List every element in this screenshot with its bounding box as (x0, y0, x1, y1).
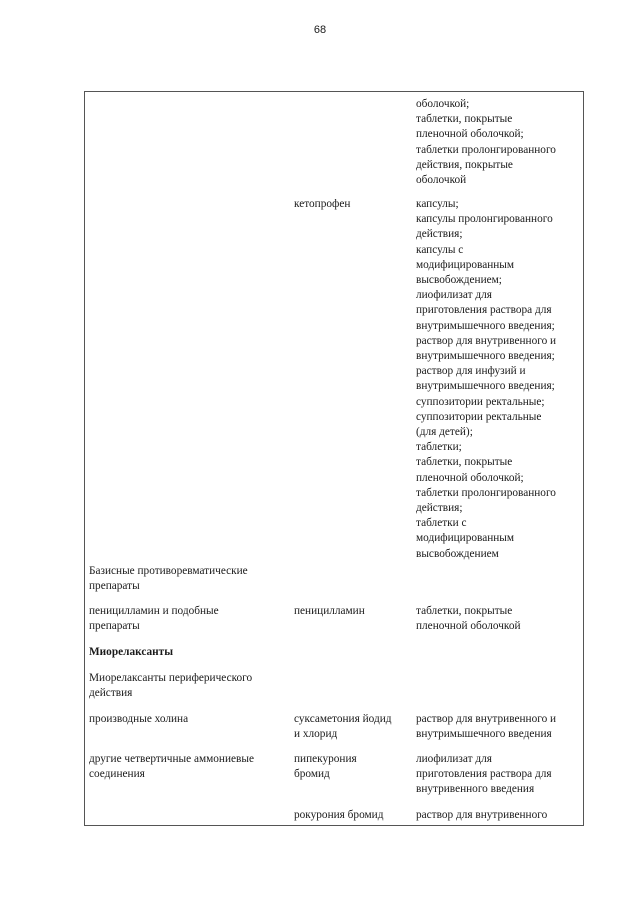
group-cell: пеницилламин и подобные препараты (89, 605, 219, 633)
dosage-form-cell: оболочкой; таблетки, покрытые пленочной оболочкой; таблетки пролонгированного действия, покрытые оболочкой (416, 98, 556, 187)
dosage-form-cell: капсулы; капсулы пролонгированного действия; капсулы с модифицированным высвобождением; лиофилизат для приготовления раствора для внутримышечного введения; раствор для внутривенного и внутримышечного введения; раствор для инфузий и внутримышечного введения; суппозитории ректальные; суппозитории ректальные (для детей); таблетки; таблетки, покрытые пленочной оболочкой; таблетки пролонгированного действия; таблетки с модифицированным высвобождением (416, 198, 557, 560)
group-cell: Миорелаксанты периферического действия (89, 672, 253, 700)
group-cell: Базисные противоревматические препараты (89, 565, 248, 593)
page-number: 68 (313, 24, 327, 36)
group-cell: другие четвертичные аммониевые соединения (89, 753, 254, 781)
section-heading: Миорелаксанты (89, 646, 174, 658)
dosage-form-cell: раствор для внутривенного (416, 809, 548, 821)
drug-table (84, 91, 584, 826)
drug-name-cell: пипекурония бромид (294, 753, 357, 781)
group-cell: производные холина (89, 713, 189, 725)
drug-name-cell: кетопрофен (294, 198, 351, 210)
dosage-form-cell: таблетки, покрытые пленочной оболочкой (416, 605, 521, 633)
drug-name-cell: суксаметония йодид и хлорид (294, 713, 392, 741)
drug-name-cell: рокурония бромид (294, 809, 384, 821)
dosage-form-cell: лиофилизат для приготовления раствора для внутривенного введения (416, 753, 552, 796)
dosage-form-cell: раствор для внутривенного и внутримышечного введения (416, 713, 557, 741)
drug-name-cell: пеницилламин (294, 605, 365, 617)
